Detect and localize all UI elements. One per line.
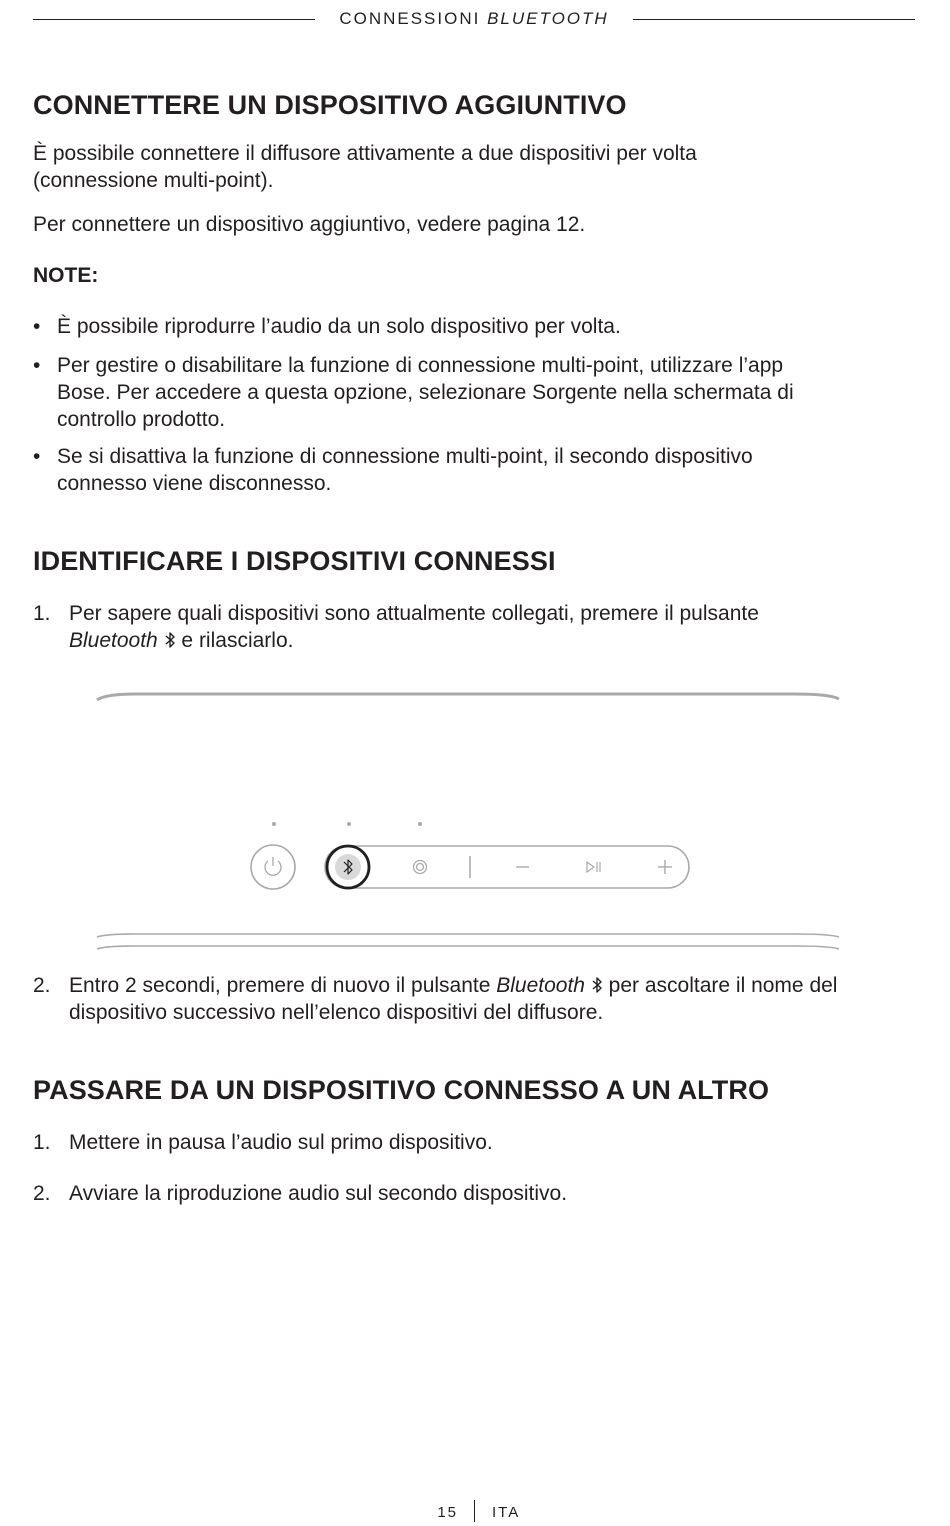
running-header [33, 8, 915, 32]
step-text: Mettere in pausa l’audio sul primo dispositivo. [69, 1131, 493, 1154]
indicator-light-source [418, 822, 422, 826]
bullet-dot: • [33, 445, 41, 468]
indicator-light-power [272, 822, 276, 826]
bullet-dot: • [33, 354, 41, 377]
control-bar [325, 846, 689, 888]
intro-line-1: È possibile connettere il diffusore attivamente a due dispositivi per volta [33, 142, 697, 165]
bluetooth-icon [164, 631, 176, 649]
indicator-light-bluetooth [347, 822, 351, 826]
step-number: 1. [33, 602, 51, 625]
step-number: 2. [33, 974, 51, 997]
speaker-controls-illustration [95, 688, 841, 958]
bullet-dot: • [33, 315, 41, 338]
intro-line-2: (connessione multi-point). [33, 169, 274, 192]
bullet-line: controllo prodotto. [57, 408, 226, 431]
section-title-identify-devices: IDENTIFICARE I DISPOSITIVI CONNESSI [33, 546, 556, 576]
step-line: Per sapere quali dispositivi sono attualmente collegati, premere il pulsante [69, 602, 759, 625]
intro-page-reference: Per connettere un dispositivo aggiuntivo, vedere pagina 12. [33, 213, 586, 236]
page-number: 15 [437, 1504, 458, 1521]
bullet-line: Bose. Per accedere a questa opzione, selezionare Sorgente nella schermata di [57, 381, 794, 404]
step-text: Avviare la riproduzione audio sul secondo dispositivo. [69, 1182, 568, 1205]
step-line-2: Bluetooth e rilasciarlo. [69, 629, 294, 652]
page-footer [0, 1500, 950, 1526]
bluetooth-icon [591, 976, 603, 994]
bullet-line: È possibile riprodurre l’audio da un solo dispositivo per volta. [57, 315, 621, 338]
bluetooth-button [327, 846, 369, 888]
speaker-bottom-edge-2 [97, 946, 839, 949]
language-code: ITA [492, 1504, 521, 1521]
notes-label: NOTE: [33, 264, 99, 287]
footer-divider [474, 1500, 475, 1522]
bullet-line: connesso viene disconnesso. [57, 472, 332, 495]
section-title-connect-additional: CONNETTERE UN DISPOSITIVO AGGIUNTIVO [33, 90, 627, 120]
header-rule-right [633, 19, 915, 20]
speaker-bottom-edge-1 [97, 934, 839, 937]
header-title: CONNESSIONI BLUETOOTH [339, 9, 609, 28]
step-number: 2. [33, 1182, 51, 1205]
bullet-line: Se si disattiva la funzione di connessione multi-point, il secondo dispositivo [57, 445, 753, 468]
power-button [251, 845, 295, 889]
step-line-2: dispositivo successivo nell’elenco dispositivi del diffusore. [69, 1001, 604, 1024]
speaker-top-edge [97, 694, 839, 700]
step-line-1: Entro 2 secondi, premere di nuovo il pulsante Bluetooth per ascoltare il nome del [69, 974, 838, 997]
step-number: 1. [33, 1131, 51, 1154]
section-title-switch-devices: PASSARE DA UN DISPOSITIVO CONNESSO A UN ALTRO [33, 1075, 770, 1105]
bullet-line: Per gestire o disabilitare la funzione di connessione multi-point, utilizzare l’app [57, 354, 784, 377]
